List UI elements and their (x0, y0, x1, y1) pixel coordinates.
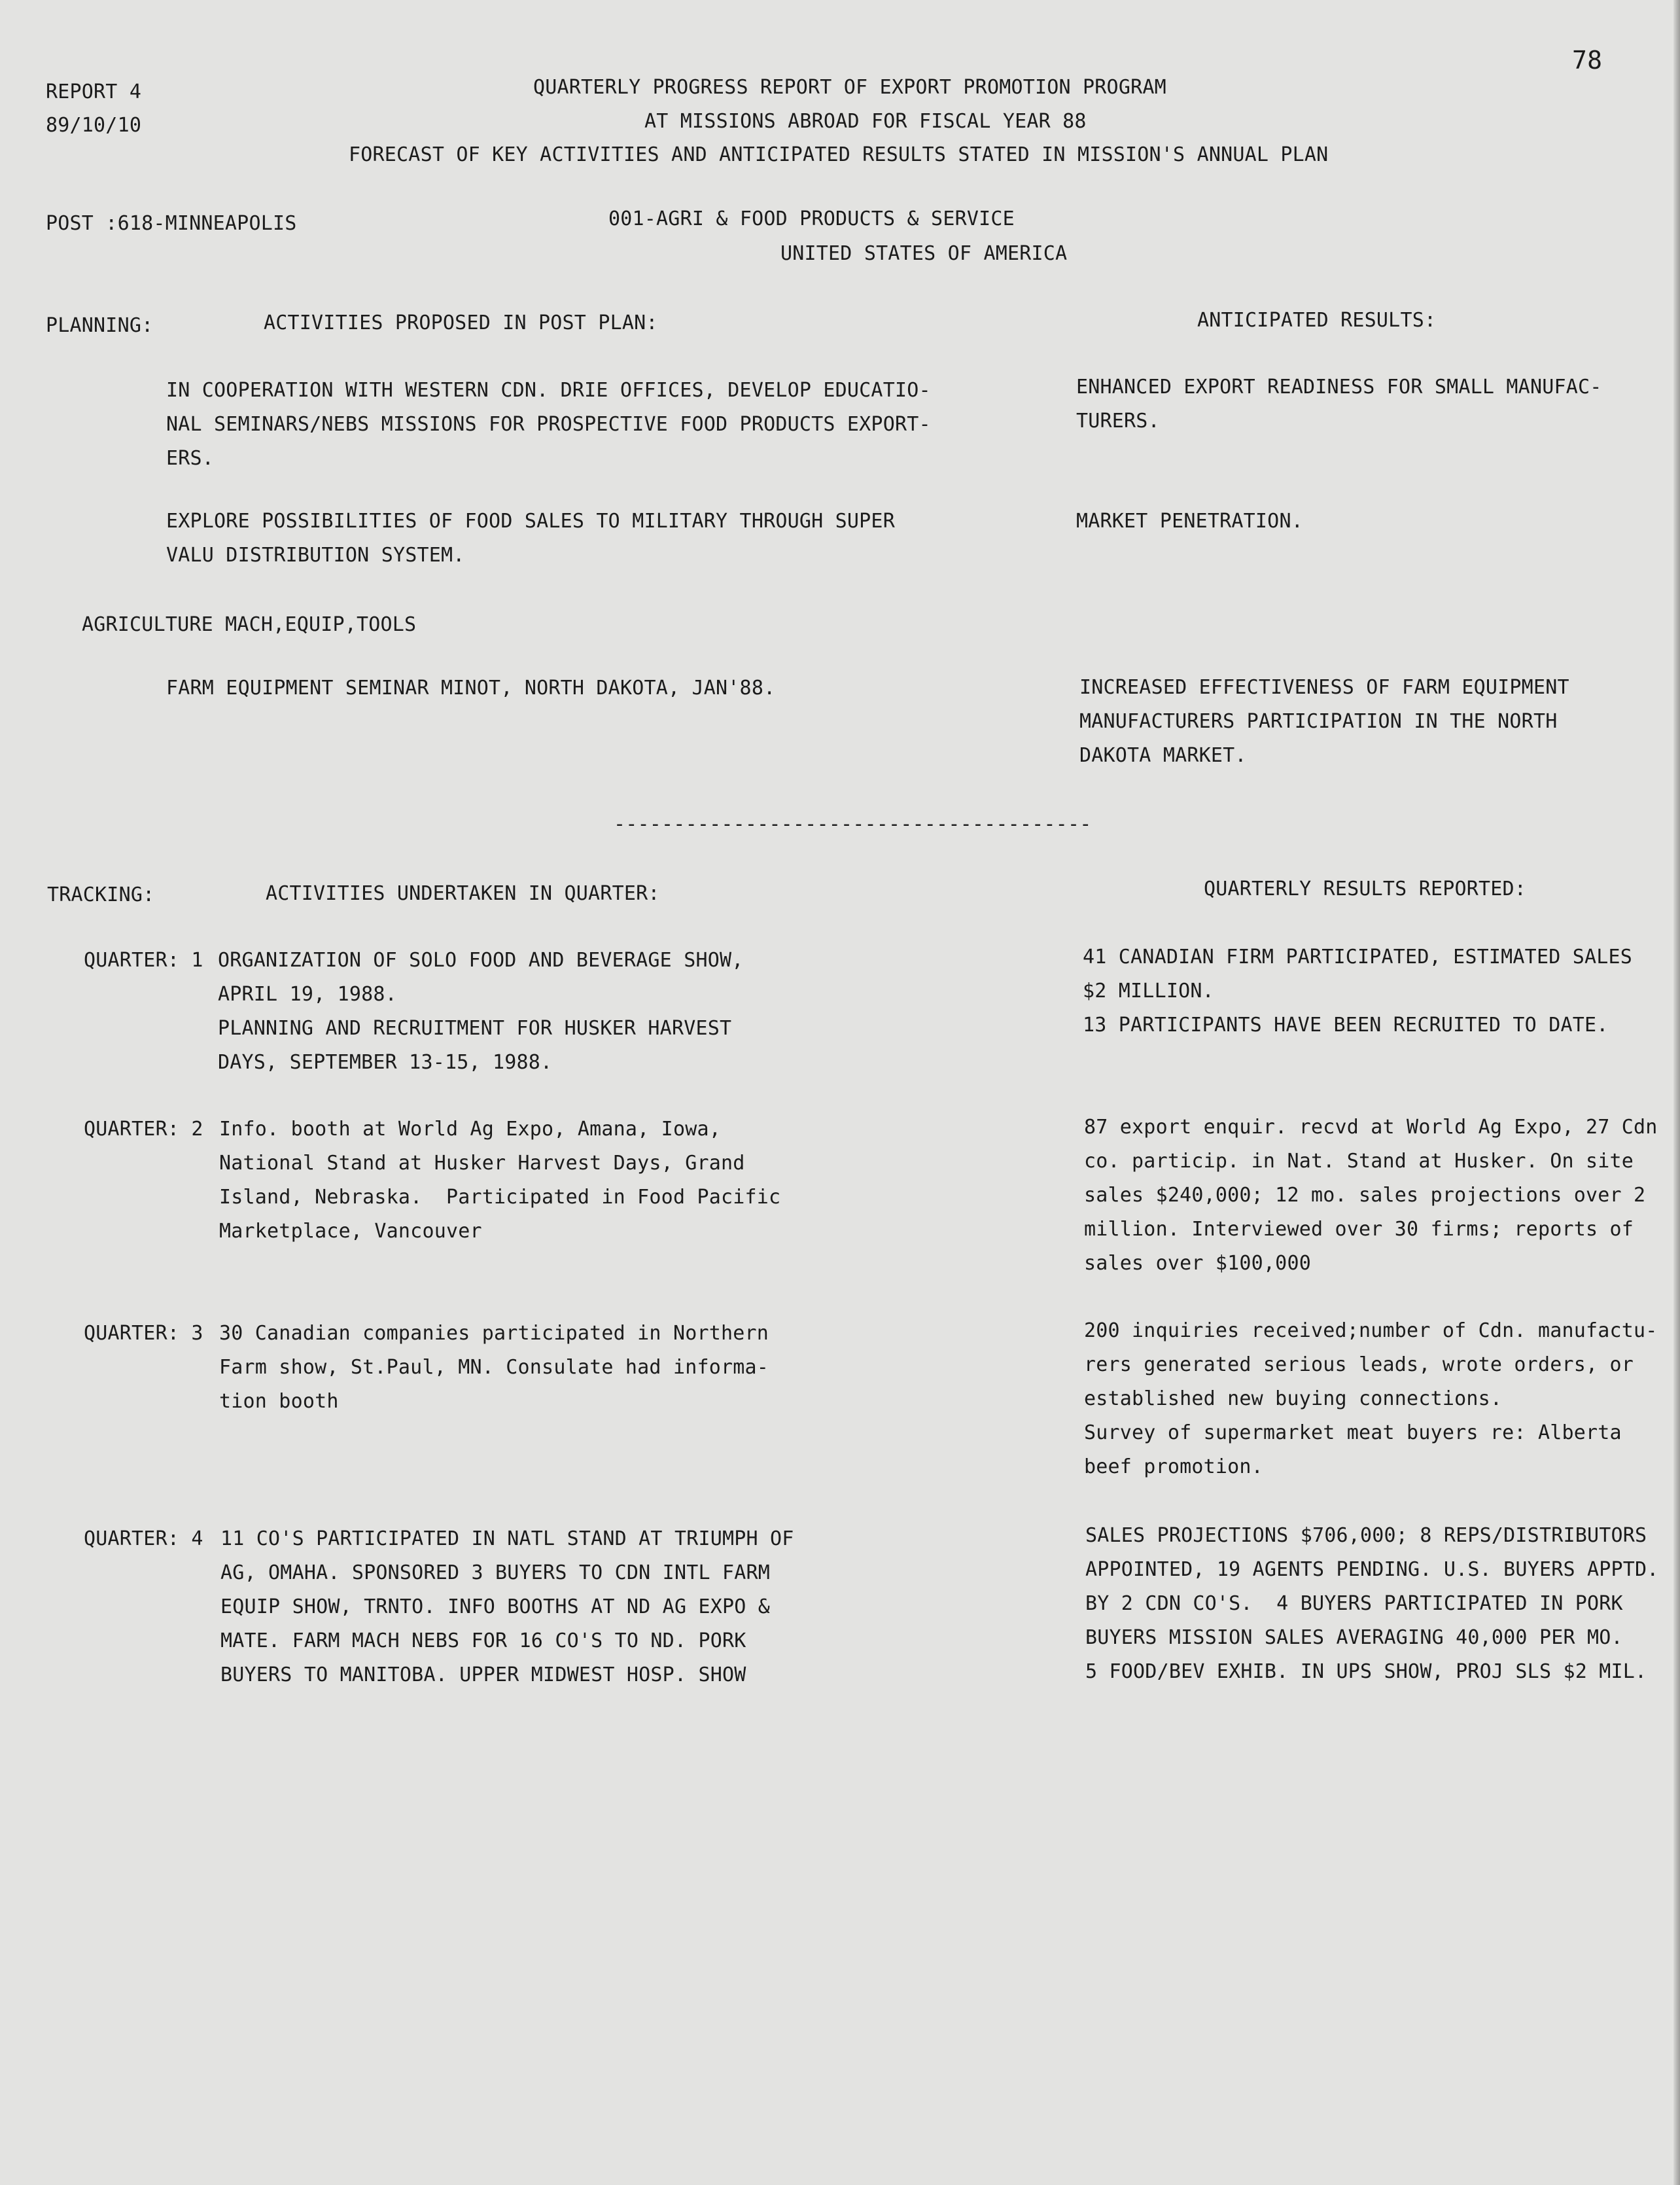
subsector-label: AGRICULTURE MACH,EQUIP,TOOLS (82, 613, 417, 636)
page-edge-shadow (1673, 0, 1680, 2185)
planning-activity-2 (166, 505, 895, 573)
text-line: PLANNING AND RECRUITMENT FOR HUSKER HARVEST (218, 1017, 732, 1040)
text-line: ORGANIZATION OF SOLO FOOD AND BEVERAGE SHOW, (218, 949, 744, 972)
sector-label: 001-AGRI & FOOD PRODUCTS & SERVICE (608, 207, 1015, 230)
text-line: million. Interviewed over 30 firms; reports of (1084, 1218, 1634, 1241)
text-line: VALU DISTRIBUTION SYSTEM. (166, 544, 465, 567)
text-line: MANUFACTURERS PARTICIPATION IN THE NORTH (1079, 710, 1558, 733)
text-line: BUYERS TO MANITOBA. UPPER MIDWEST HOSP. SHOW (220, 1663, 746, 1686)
text-line: Island, Nebraska. Participated in Food Pacific (219, 1186, 781, 1209)
text-line: BY 2 CDN CO'S. 4 BUYERS PARTICIPATED IN PORK (1085, 1592, 1623, 1615)
text-line: TURERS. (1076, 410, 1160, 433)
section-divider: ---------------------------------------- (614, 813, 1092, 836)
text-line: rers generated serious leads, wrote orders, or (1084, 1353, 1634, 1376)
text-line: APRIL 19, 1988. (218, 983, 397, 1006)
text-line: ENHANCED EXPORT READINESS FOR SMALL MANUFAC- (1076, 376, 1602, 399)
quarter-4-label: QUARTER: 4 (84, 1527, 203, 1550)
text-line: APPOINTED, 19 AGENTS PENDING. U.S. BUYERS APPTD. (1085, 1558, 1659, 1581)
planning-label: PLANNING: (46, 314, 154, 337)
quarterly-results-header: QUARTERLY RESULTS REPORTED: (1204, 878, 1527, 900)
quarter-1-results (1083, 940, 1632, 1042)
text-line: DAYS, SEPTEMBER 13-15, 1988. (218, 1051, 553, 1074)
quarter-1-label: QUARTER: 1 (84, 949, 203, 972)
tracking-label: TRACKING: (47, 883, 155, 906)
text-line: 13 PARTICIPANTS HAVE BEEN RECRUITED TO DATE. (1083, 1014, 1609, 1037)
text-line: FARM EQUIPMENT SEMINAR MINOT, NORTH DAKOTA, JAN'88. (166, 677, 776, 700)
title-line-3: FORECAST OF KEY ACTIVITIES AND ANTICIPATED RESULTS STATED IN MISSION'S ANNUAL PLAN (349, 143, 1329, 166)
planning-activity-1 (166, 374, 931, 476)
text-line: $2 MILLION. (1083, 980, 1214, 1003)
text-line: EQUIP SHOW, TRNTO. INFO BOOTHS AT ND AG EXPO & (220, 1595, 771, 1618)
text-line: 87 export enquir. recvd at World Ag Expo, 27 Cdn (1084, 1116, 1658, 1139)
title-line-1: QUARTERLY PROGRESS REPORT OF EXPORT PROMOTION PROGRAM (533, 76, 1166, 99)
quarter-4-activity (220, 1522, 794, 1692)
text-line: IN COOPERATION WITH WESTERN CDN. DRIE OFFICES, DEVELOP EDUCATIO- (166, 379, 931, 402)
tracking-activities-header: ACTIVITIES UNDERTAKEN IN QUARTER: (266, 882, 660, 905)
page-number: 78 (1572, 46, 1603, 75)
text-line: 5 FOOD/BEV EXHIB. IN UPS SHOW, PROJ SLS $2 MIL. (1085, 1660, 1647, 1683)
text-line: co. particip. in Nat. Stand at Husker. On site (1084, 1150, 1634, 1173)
anticipated-results-header: ANTICIPATED RESULTS: (1197, 309, 1437, 332)
post-label: POST :618-MINNEAPOLIS (46, 212, 297, 235)
quarter-2-activity (219, 1112, 780, 1249)
quarter-3-label: QUARTER: 3 (84, 1322, 203, 1345)
quarter-2-label: QUARTER: 2 (84, 1118, 203, 1141)
text-line: Info. booth at World Ag Expo, Amana, Iowa, (219, 1118, 721, 1141)
text-line: Survey of supermarket meat buyers re: Alberta (1084, 1421, 1622, 1444)
text-line: SALES PROJECTIONS $706,000; 8 REPS/DISTRIBUTORS (1085, 1524, 1647, 1547)
text-line: EXPLORE POSSIBILITIES OF FOOD SALES TO MILITARY THROUGH SUPER (166, 510, 895, 533)
text-line: ERS. (166, 447, 215, 470)
quarter-1-activity (218, 944, 744, 1080)
quarter-3-activity (219, 1317, 769, 1419)
country-label: UNITED STATES OF AMERICA (780, 242, 1068, 265)
planning-activities-header: ACTIVITIES PROPOSED IN POST PLAN: (264, 311, 658, 334)
quarter-4-results (1085, 1519, 1659, 1689)
text-line: beef promotion. (1084, 1455, 1263, 1478)
subsector-result-1 (1079, 671, 1569, 773)
subsector-activity-1 (166, 671, 775, 705)
text-line: 41 CANADIAN FIRM PARTICIPATED, ESTIMATED SALES (1083, 946, 1633, 968)
text-line: 200 inquiries received;number of Cdn. manufactu- (1084, 1319, 1658, 1342)
text-line: sales $240,000; 12 mo. sales projections over 2 (1084, 1184, 1646, 1207)
text-line: sales over $100,000 (1084, 1252, 1311, 1275)
title-line-2: AT MISSIONS ABROAD FOR FISCAL YEAR 88 (644, 110, 1087, 133)
text-line: 30 Canadian companies participated in Northern (219, 1322, 769, 1345)
text-line: Farm show, St.Paul, MN. Consulate had informa- (219, 1356, 769, 1379)
text-line: DAKOTA MARKET. (1079, 744, 1247, 767)
text-line: established new buying connections. (1084, 1387, 1503, 1410)
text-line: BUYERS MISSION SALES AVERAGING 40,000 PER MO. (1085, 1626, 1623, 1649)
text-line: INCREASED EFFECTIVENESS OF FARM EQUIPMENT (1079, 676, 1569, 699)
text-line: tion booth (219, 1390, 339, 1413)
text-line: AG, OMAHA. SPONSORED 3 BUYERS TO CDN INTL FARM (220, 1561, 771, 1584)
text-line: 11 CO'S PARTICIPATED IN NATL STAND AT TRIUMPH OF (220, 1527, 794, 1550)
planning-result-1 (1076, 370, 1602, 438)
text-line: National Stand at Husker Harvest Days, Grand (219, 1152, 745, 1175)
report-label: REPORT 4 (46, 80, 142, 103)
text-line: Marketplace, Vancouver (219, 1220, 482, 1243)
text-line: MATE. FARM MACH NEBS FOR 16 CO'S TO ND. PORK (220, 1629, 746, 1652)
report-date: 89/10/10 (46, 114, 142, 137)
quarter-3-results (1084, 1314, 1658, 1484)
quarter-2-results (1084, 1110, 1658, 1281)
planning-result-2 (1076, 505, 1303, 539)
text-line: NAL SEMINARS/NEBS MISSIONS FOR PROSPECTIVE FOOD PRODUCTS EXPORT- (166, 413, 931, 436)
text-line: MARKET PENETRATION. (1076, 510, 1303, 533)
